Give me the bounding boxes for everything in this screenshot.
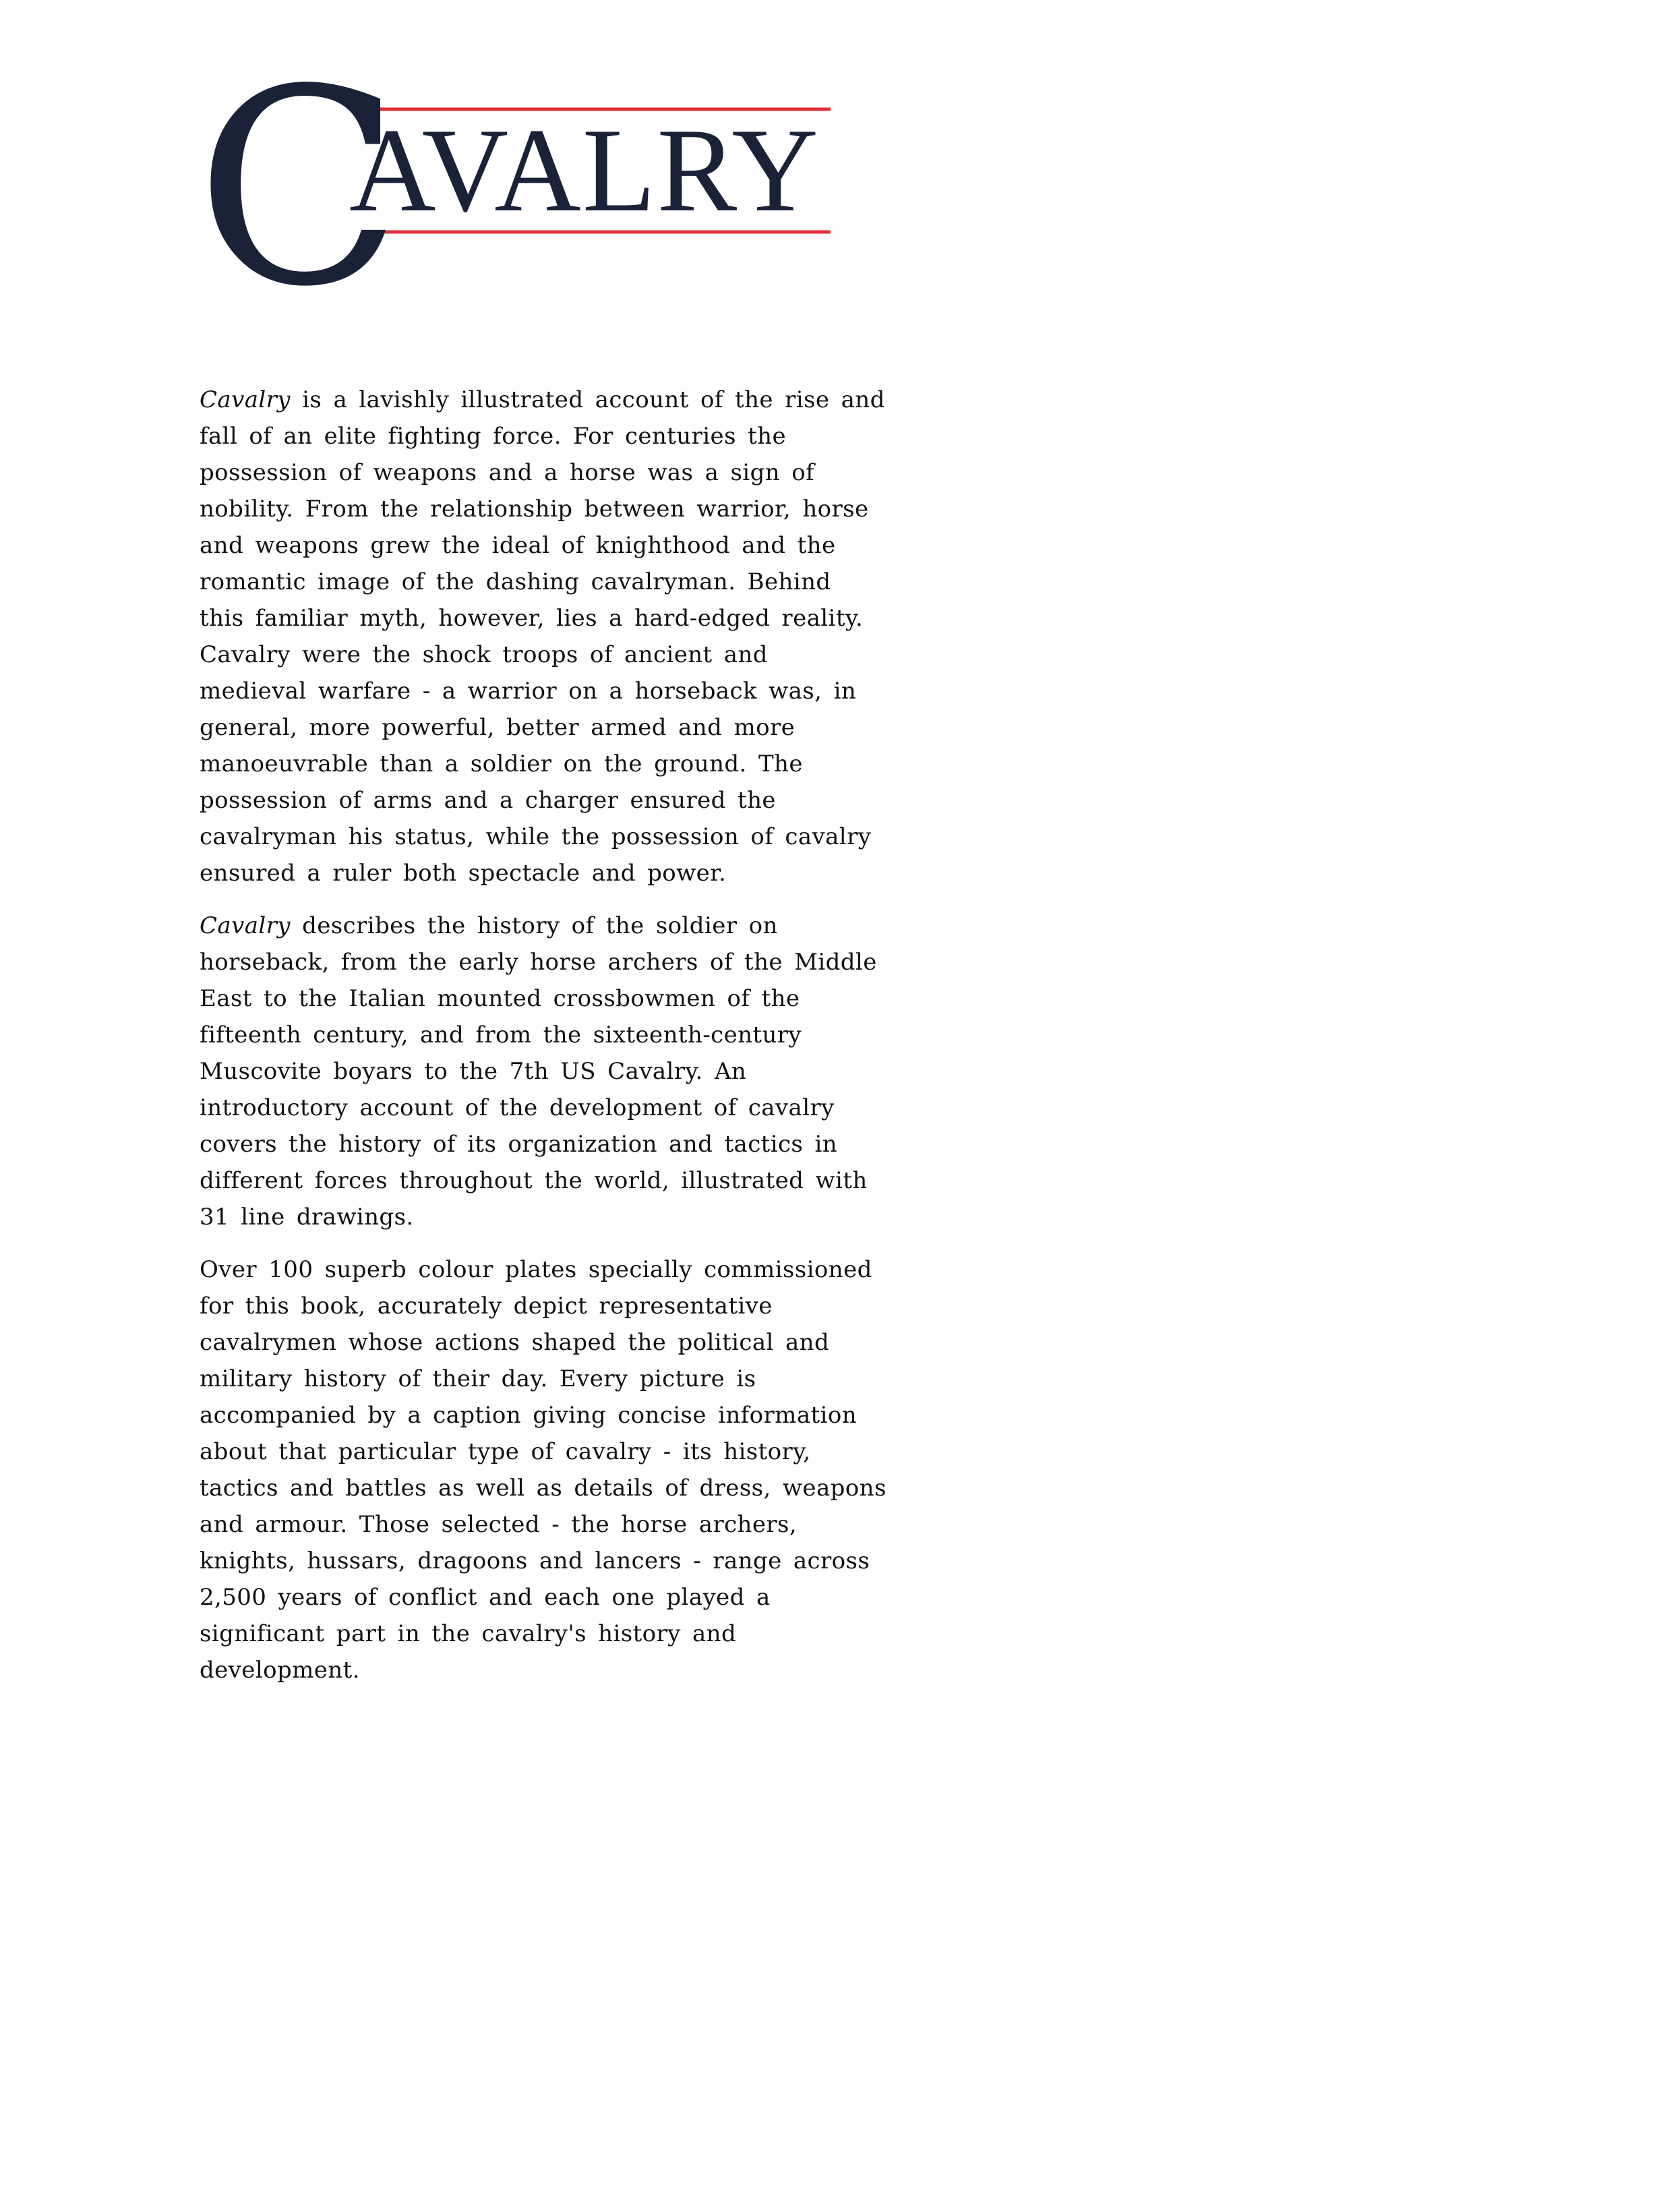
line-text: horseback, from the early horse archers of the Middle <box>200 949 877 976</box>
line-text: for this book, accurately depict representative <box>200 1293 773 1320</box>
text-line <box>200 1543 870 1579</box>
text-line <box>200 1361 847 1397</box>
text-line <box>200 1288 847 1324</box>
book-title-italic: Cavalry <box>200 386 291 413</box>
text-line <box>200 1506 847 1543</box>
line-text: cavalrymen whose actions shaped the political and <box>200 1329 830 1356</box>
line-text: military history of their day. Every picture is <box>200 1365 756 1392</box>
line-text: cavalryman his status, while the possession of cavalry <box>200 823 872 850</box>
line-text: different forces throughout the world, illustrated with <box>200 1167 868 1194</box>
line-text: significant part in the cavalry's history and <box>200 1620 737 1647</box>
text-line <box>200 418 847 454</box>
text-line <box>200 564 847 600</box>
line-text: development. <box>200 1657 360 1684</box>
text-line <box>200 1126 847 1162</box>
text-line <box>200 782 847 819</box>
text-line <box>200 1053 847 1090</box>
text-line <box>200 382 885 418</box>
line-text: and armour. Those selected - the horse archers, <box>200 1511 798 1538</box>
line-text: romantic image of the dashing cavalryman. Behind <box>200 568 831 595</box>
line-text: ensured a ruler both spectacle and power. <box>200 860 727 887</box>
text-line <box>200 637 847 673</box>
text-line <box>200 673 857 709</box>
line-text: possession of arms and a charger ensured the <box>200 787 776 814</box>
blurb-text <box>200 382 887 1705</box>
text-line <box>200 709 847 746</box>
text-line <box>200 1434 847 1470</box>
text-line <box>200 491 869 527</box>
blurb-paragraph <box>200 1251 887 1688</box>
text-line <box>200 819 872 855</box>
text-line <box>200 980 847 1017</box>
text-line <box>200 1324 847 1361</box>
text-line <box>200 746 847 782</box>
text-line <box>200 1652 847 1688</box>
line-text: East to the Italian mounted crossbowmen of the <box>200 985 800 1012</box>
logo-word: AVALRY <box>349 103 820 237</box>
blurb-paragraph <box>200 908 877 1235</box>
text-line <box>200 1251 872 1288</box>
text-line <box>200 1090 847 1126</box>
text-line <box>200 908 847 944</box>
line-text: manoeuvrable than a soldier on the ground. The <box>200 750 803 777</box>
text-line <box>200 1470 887 1506</box>
line-text: general, more powerful, better armed and more <box>200 714 796 741</box>
line-text: is a lavishly illustrated account of the rise and <box>290 386 885 413</box>
line-text: Muscovite boyars to the 7th US Cavalry. An <box>200 1058 747 1085</box>
line-text: introductory account of the development of cavalry <box>200 1094 835 1121</box>
line-text: 31 line drawings. <box>200 1204 414 1231</box>
line-text: accompanied by a caption giving concise information <box>200 1402 857 1429</box>
text-line <box>200 944 877 980</box>
blurb-paragraph <box>200 382 885 891</box>
text-line <box>200 1017 847 1053</box>
logo-graphic <box>196 67 836 297</box>
line-text: tactics and battles as well as details of dress, weapons <box>200 1475 887 1502</box>
text-line <box>200 1616 847 1652</box>
line-text: fifteenth century, and from the sixteenth-century <box>200 1022 802 1048</box>
line-text: medieval warfare - a warrior on a horseback was, in <box>200 678 857 705</box>
line-text: possession of weapons and a horse was a sign of <box>200 459 815 486</box>
text-line <box>200 1199 847 1235</box>
line-text: nobility. From the relationship between warrior, horse <box>200 496 869 523</box>
line-text: covers the history of its organization and tactics in <box>200 1131 838 1158</box>
line-text: 2,500 years of conflict and each one played a <box>200 1584 771 1611</box>
line-text: fall of an elite fighting force. For centuries the <box>200 423 786 450</box>
book-title-italic: Cavalry <box>200 912 291 939</box>
text-line <box>200 855 847 891</box>
text-line <box>200 1397 857 1434</box>
text-line <box>200 1162 868 1199</box>
text-line <box>200 454 847 491</box>
text-line <box>200 527 847 564</box>
text-line <box>200 600 864 637</box>
line-text: knights, hussars, dragoons and lancers - range across <box>200 1547 870 1574</box>
line-text: this familiar myth, however, lies a hard-edged reality. <box>200 605 864 632</box>
line-text: Cavalry were the shock troops of ancient and <box>200 641 768 668</box>
line-text: Over 100 superb colour plates specially commissioned <box>200 1256 872 1283</box>
line-text: describes the history of the soldier on <box>290 912 778 939</box>
line-text: and weapons grew the ideal of knighthood and the <box>200 532 836 559</box>
cavalry-logo <box>196 67 836 297</box>
line-text: about that particular type of cavalry - its history, <box>200 1438 811 1465</box>
text-line <box>200 1579 847 1616</box>
logo-big-letter: C <box>196 67 402 297</box>
